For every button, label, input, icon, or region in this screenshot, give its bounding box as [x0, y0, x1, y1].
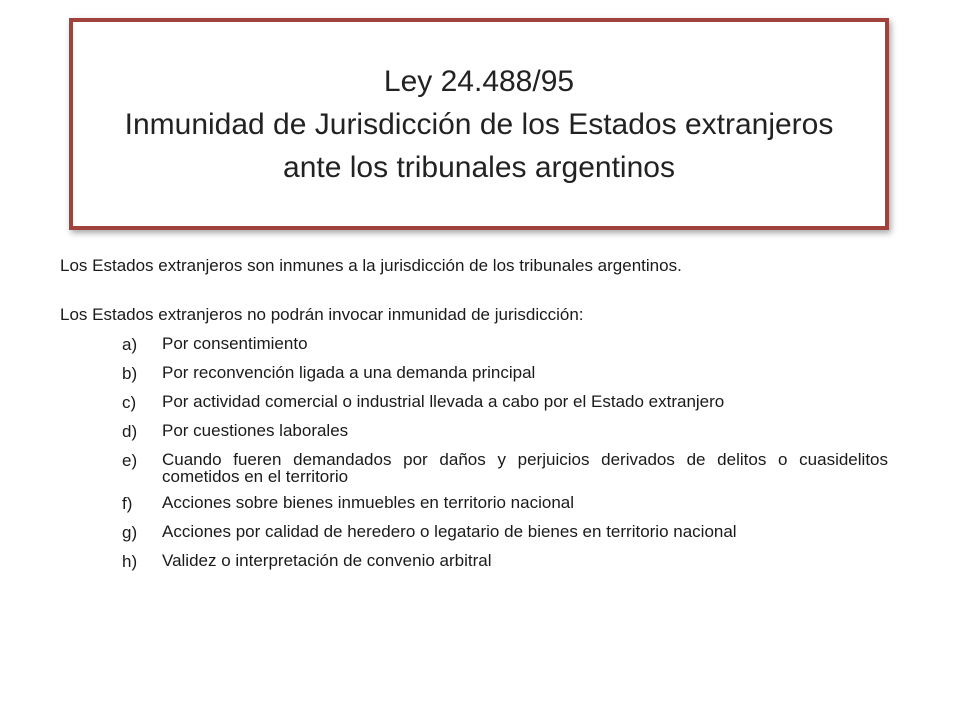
list-item-letter: a) — [122, 335, 138, 354]
list-item-text: Acciones por calidad de heredero o legatario de bienes en territorio nacional — [162, 522, 737, 541]
list-item-letter: e) — [122, 451, 138, 470]
list-item-letter: b) — [122, 364, 138, 383]
list-item-text: Acciones sobre bienes inmuebles en territorio nacional — [162, 493, 575, 512]
list-item-text: Por actividad comercial o industrial llevada a cabo por el Estado extranjero — [162, 392, 725, 411]
list-item-letter: h) — [122, 552, 138, 571]
title-line-1: Ley 24.488/95 — [383, 64, 575, 98]
list-item-text: Por cuestiones laborales — [162, 421, 349, 440]
list-item-text: Validez o interpretación de convenio arbitral — [162, 551, 492, 570]
list-item — [60, 494, 888, 514]
intro-paragraph: Los Estados extranjeros son inmunes a la jurisdicción de los tribunales argentinos. — [60, 256, 682, 275]
list-item-letter: g) — [122, 523, 138, 542]
list-item-letter: d) — [122, 422, 138, 441]
list-item — [60, 552, 888, 572]
title-box — [69, 18, 889, 230]
list-item-letter: f) — [122, 494, 133, 513]
list-item-text: Por consentimiento — [162, 334, 308, 353]
title-line-3: ante los tribunales argentinos — [283, 150, 675, 184]
list-item-letter: c) — [122, 393, 137, 412]
list-item — [60, 393, 888, 413]
slide-body — [60, 256, 888, 581]
list-item-text: Por reconvención ligada a una demanda principal — [162, 363, 536, 382]
list-item — [60, 335, 888, 355]
list-item — [60, 364, 888, 384]
title-line-2: Inmunidad de Jurisdicción de los Estados extranjeros — [124, 107, 834, 141]
exceptions-list — [60, 335, 888, 572]
list-item — [60, 451, 888, 485]
list-item — [60, 422, 888, 442]
exceptions-heading: Los Estados extranjeros no podrán invocar inmunidad de jurisdicción: — [60, 305, 584, 324]
list-item — [60, 523, 888, 543]
list-item-text: Cuando fueren demandados por daños y perjuicios derivados de delitos o cuasidelitos cometidos en el territorio — [162, 450, 888, 486]
